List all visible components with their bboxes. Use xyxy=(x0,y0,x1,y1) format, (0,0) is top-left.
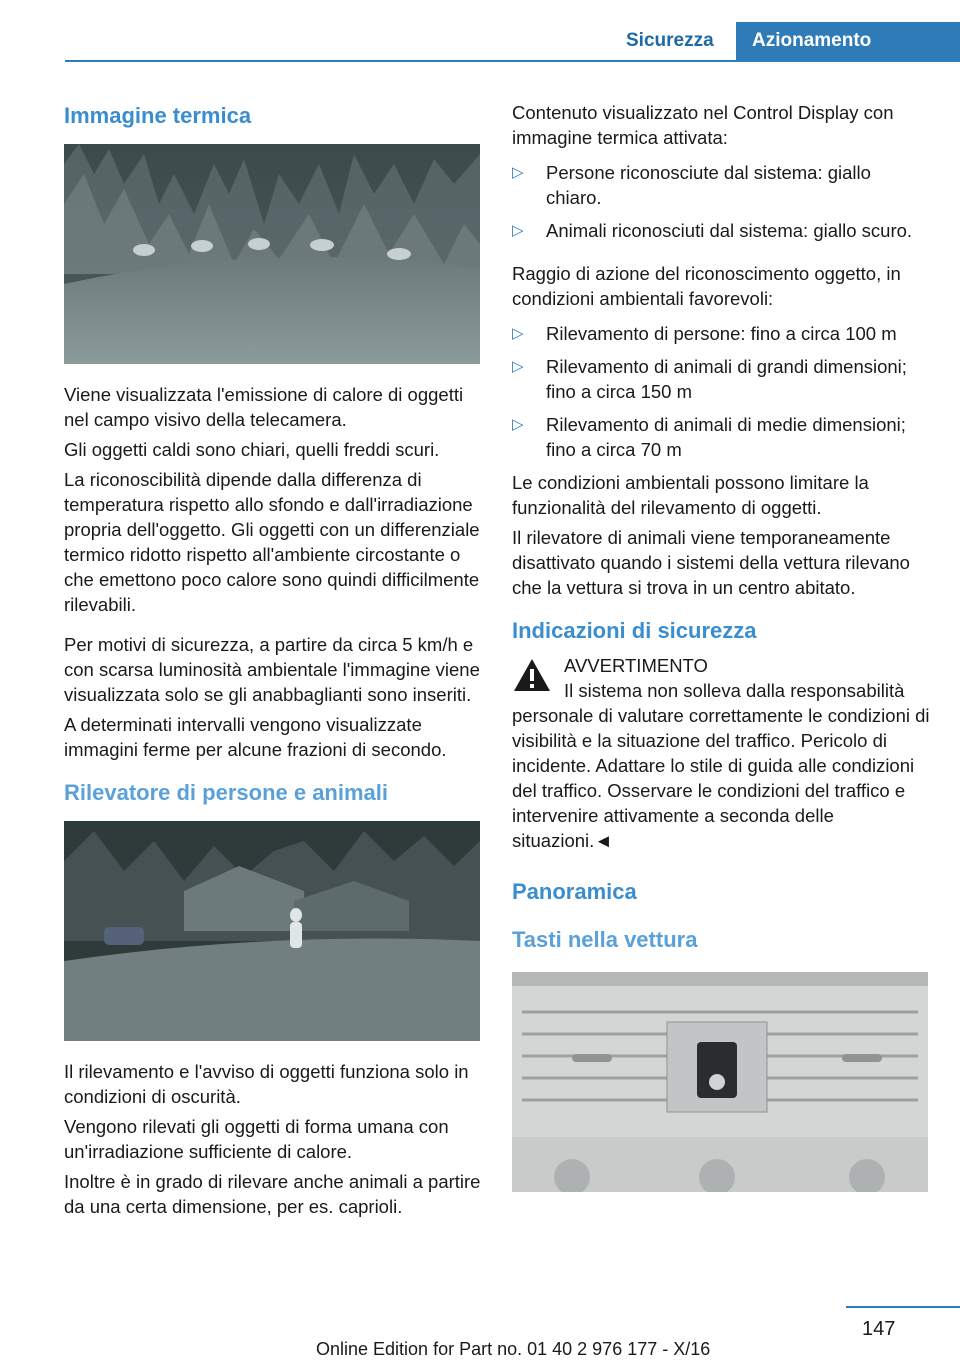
heading-person-animal-detector: Rilevatore di persone e animali xyxy=(64,780,389,805)
page-number: 147 xyxy=(862,1318,896,1340)
vehicle-buttons-photo xyxy=(512,972,928,1192)
triangle-right-icon: ▷ xyxy=(512,416,524,433)
display-content-list xyxy=(512,160,930,243)
list-item: ▷ Rilevamento di persone: fino a circa 100 m xyxy=(512,323,897,344)
paragraph: A determinati intervalli vengono visualizzate immagini ferme per alcune frazioni di secondo. xyxy=(64,714,447,760)
paragraph: Il rilevamento e l'avviso di oggetti funziona solo in condizioni di oscurità. xyxy=(64,1061,469,1107)
detection-range-list xyxy=(512,321,930,462)
heading-safety-notes: Indicazioni di sicurezza xyxy=(512,618,757,643)
triangle-right-icon: ▷ xyxy=(512,358,524,375)
right-column xyxy=(512,100,930,1210)
paragraph: Inoltre è in grado di rilevare anche animali a partire da una certa dimensione, per es. caprioli. xyxy=(64,1171,481,1217)
thermal-image-photo xyxy=(64,144,480,364)
header-chapter-tab xyxy=(736,22,960,62)
warning-text: personale di valutare correttamente le condizioni di visibilità e la situazione del traffico. Pericolo di incidente. Adattare lo stile di guida alle condizioni del traffico. Osservare le condizioni del traffico e intervenire attivamente a seconda delle situazioni.◄ xyxy=(512,705,930,851)
triangle-right-icon: ▷ xyxy=(512,164,524,181)
list-item: ▷ Animali riconosciuti dal sistema: giallo scuro. xyxy=(512,220,913,241)
heading-buttons-in-vehicle: Tasti nella vettura xyxy=(512,927,698,952)
paragraph: Per motivi di sicurezza, a partire da circa 5 km/h e con scarsa luminosità ambientale l'immagine viene visualizzata solo se gli anabbaglianti sono inseriti. xyxy=(64,634,480,705)
heading-thermal-image: Immagine termica xyxy=(64,103,252,128)
paragraph: Vengono rilevati gli oggetti di forma umana con un'irradiazione sufficiente di calore. xyxy=(64,1116,449,1162)
list-item: ▷ Persone riconosciute dal sistema: giallo chiaro. xyxy=(512,162,871,208)
warning-title: AVVERTIMENTO xyxy=(564,655,708,676)
person-detector-photo xyxy=(64,821,480,1041)
triangle-right-icon: ▷ xyxy=(512,222,524,239)
warning-triangle-icon xyxy=(512,657,552,693)
heading-overview: Panoramica xyxy=(512,879,637,904)
header-section-title: Sicurezza xyxy=(626,30,714,51)
paragraph: Contenuto visualizzato nel Control Display con immagine termica attivata: xyxy=(512,102,894,148)
paragraph: Le condizioni ambientali possono limitare la funzionalità del rilevamento di oggetti. xyxy=(512,472,869,518)
left-column xyxy=(64,100,482,1224)
paragraph: La riconoscibilità dipende dalla differenza di temperatura rispetto allo sfondo e dall'irradiazione propria dell'oggetto. Gli oggetti con un differenziale termico ridotto rispetto all'ambiente circostante o che emettono poco calore sono quindi difficilmente rilevabili. xyxy=(64,469,480,615)
footer-edition: Online Edition for Part no. 01 40 2 976 177 - X/16 xyxy=(316,1339,711,1359)
list-item: ▷ Rilevamento di animali di grandi dimensioni; fino a circa 150 m xyxy=(512,356,907,402)
triangle-right-icon: ▷ xyxy=(512,325,524,342)
list-item: ▷ Rilevamento di animali di medie dimensioni; fino a circa 70 m xyxy=(512,414,906,460)
footer-rule xyxy=(846,1306,960,1308)
header-chapter-label: Azionamento xyxy=(752,30,872,51)
paragraph: Il rilevatore di animali viene temporaneamente disattivato quando i sistemi della vettura rilevano che la vettura si trova in un centro abitato. xyxy=(512,527,910,598)
warning-text-first-line: Il sistema non solleva dalla responsabilità xyxy=(564,680,905,701)
paragraph: Viene visualizzata l'emissione di calore di oggetti nel campo visivo della telecamera. xyxy=(64,384,464,430)
paragraph: Gli oggetti caldi sono chiari, quelli freddi scuri. xyxy=(64,439,440,460)
paragraph: Raggio di azione del riconoscimento oggetto, in condizioni ambientali favorevoli: xyxy=(512,263,901,309)
warning-box xyxy=(512,653,930,853)
